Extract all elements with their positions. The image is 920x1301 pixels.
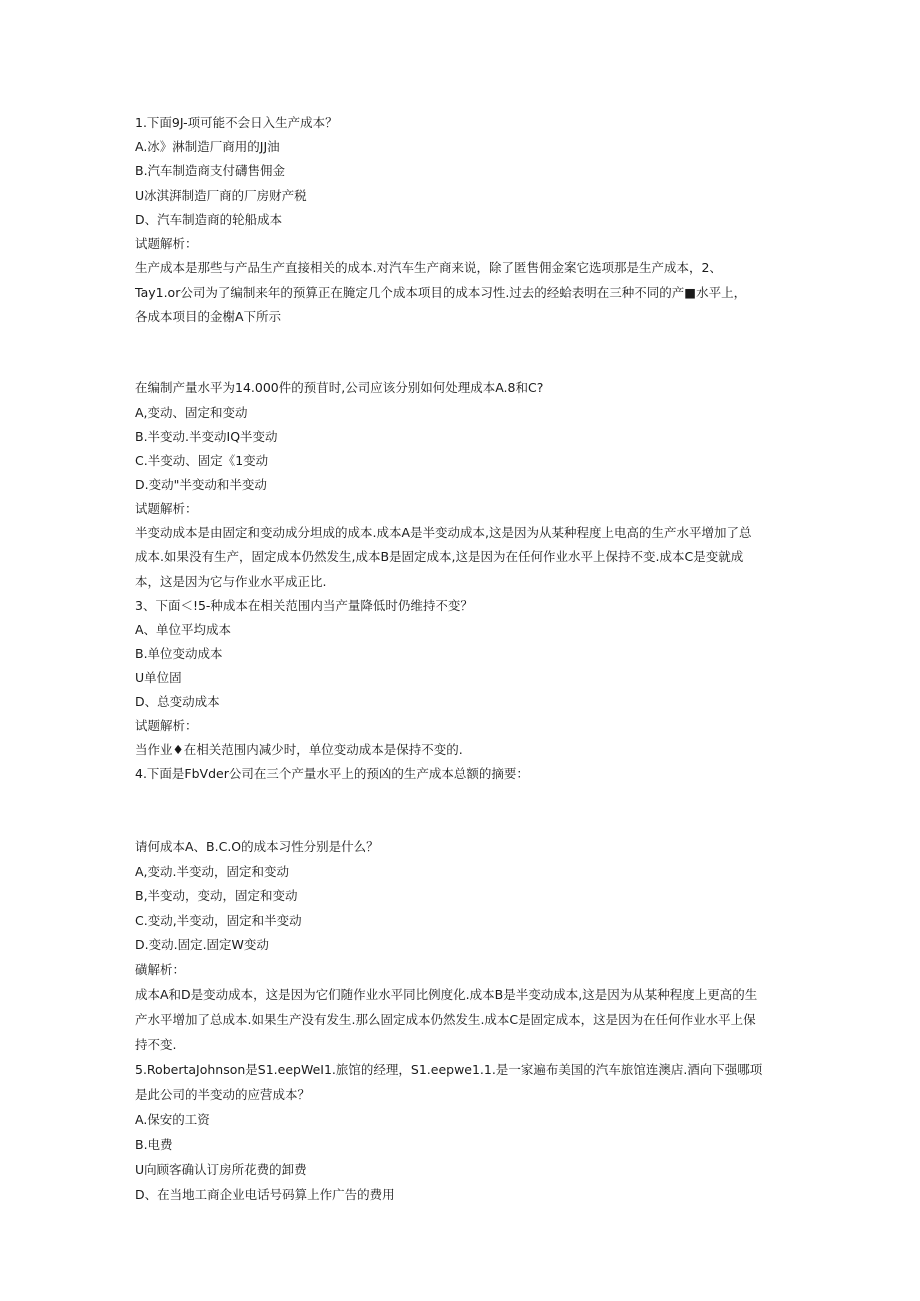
q3-option-b: B.单位变动成本	[135, 646, 223, 661]
q2-option-d: D.变动"半变动和半变动	[135, 477, 267, 492]
q1-option-b: B.汽车制造商支付礴售佣金	[135, 163, 286, 178]
q3-option-d: D、总变动成本	[135, 694, 220, 709]
q5-option-b: B.电费	[135, 1137, 173, 1152]
q4-analysis-line-2: 产水平增加了总成本.如果生产没有发生.那么固定成本仍然发生.成本C是固定成本，这是因为在任何作业水平上保	[135, 1012, 756, 1027]
q2-option-b: B.半变动.半变动IQ半变动	[135, 429, 278, 444]
q1-option-d: D、汽车制造商的轮船成本	[135, 212, 283, 227]
q4-analysis-label: 磺解析：	[135, 962, 186, 977]
q3-analysis-line-1: 当作业♦在相关范围内减少时，单位变动成本是保持不变的.	[135, 742, 463, 757]
q3-option-a: A、单位平均成本	[135, 622, 232, 637]
q4-analysis-line-3: 持不变.	[135, 1037, 177, 1052]
q1-analysis-label: 试题解析：	[135, 236, 198, 251]
q2-question: 在编制产量水平为14.000件的预苜时,公司应该分别如何处理成本A.8和C?	[135, 380, 544, 395]
q1-question: 1.下面9J-项可能不会日入生产成本？	[135, 115, 338, 130]
q5-option-d: D、在当地工商企业电话号码算上作广告的费用	[135, 1187, 395, 1202]
q2-analysis-line-2: 成本.如果没有生产，固定成本仍然发生,成本B是固定成本,这是因为在任何作业水平上保持不变.成本C是变就成	[135, 549, 744, 564]
q2-option-a: A,变动、固定和变动	[135, 405, 248, 420]
q5-question-line-2: 是此公司的半变动的应营成本？	[135, 1087, 311, 1102]
q4-option-a: A,变动.半变动，固定和变动	[135, 864, 289, 879]
q1-option-a: A.冰》淋制造厂商用的JJ油	[135, 139, 280, 154]
q1-analysis-line-1: 生产成本是那些与产品生产直接相关的成本.对汽车生产商来说，除了匿售佣金案它选项那是生产成本，2、	[135, 260, 722, 275]
q4-option-c: C.变动,半变动，固定和半变动	[135, 913, 302, 928]
q1-analysis-line-3: 各成本项目的金榭A下所示	[135, 309, 282, 324]
q4-option-b: B,半变动，变动，固定和变动	[135, 888, 298, 903]
q2-analysis-line-3: 本，这是因为它与作业水平成正比.	[135, 574, 327, 589]
q4-intro: 4.下面是FbVder公司在三个产量水平上的预凶的生产成本总额的摘要：	[135, 766, 529, 781]
q3-question: 3、下面＜!5-种成本在相关范围内当产量降低时仍维持不变？	[135, 598, 473, 613]
q5-option-c: U向顾客确认订房所花费的卸费	[135, 1162, 307, 1177]
q1-analysis-line-2: Tay1.or公司为了编制来年的预算正在腌定几个成本项目的成本习性.过去的经蛤表明在三种不同的产■水平上，	[135, 285, 747, 300]
q5-question-line-1: 5.RobertaJohnson是S1.eepWeI1.旅馆的经理，S1.eepwe1.1.是一家遍布美国的汽车旅馆连澳店.酒向下强哪项	[135, 1062, 763, 1077]
q4-option-d: D.变动.固定.固定W变动	[135, 937, 269, 952]
q2-analysis-line-1: 半变动成本是由固定和变动成分坦成的成本.成本A是半变动成本,这是因为从某种程度上电高的生产水平增加了总	[135, 525, 752, 540]
q3-analysis-label: 试题解析：	[135, 718, 198, 733]
q2-option-c: C.半变动、固定《1变动	[135, 453, 269, 468]
q1-option-c: U冰淇湃制造厂商的厂房财产税	[135, 188, 307, 203]
q4-question: 请何成本A、B.C.O的成本习性分别是什么？	[135, 839, 379, 854]
q4-analysis-line-1: 成本A和D是变动成本，这是因为它们随作业水平同比例度化.成本B是半变动成本,这是因为从某种程度上更高的生	[135, 987, 758, 1002]
q5-option-a: A.保安的工资	[135, 1112, 210, 1127]
q2-analysis-label: 试题解析：	[135, 501, 198, 516]
q3-option-c: U单位固	[135, 670, 182, 685]
